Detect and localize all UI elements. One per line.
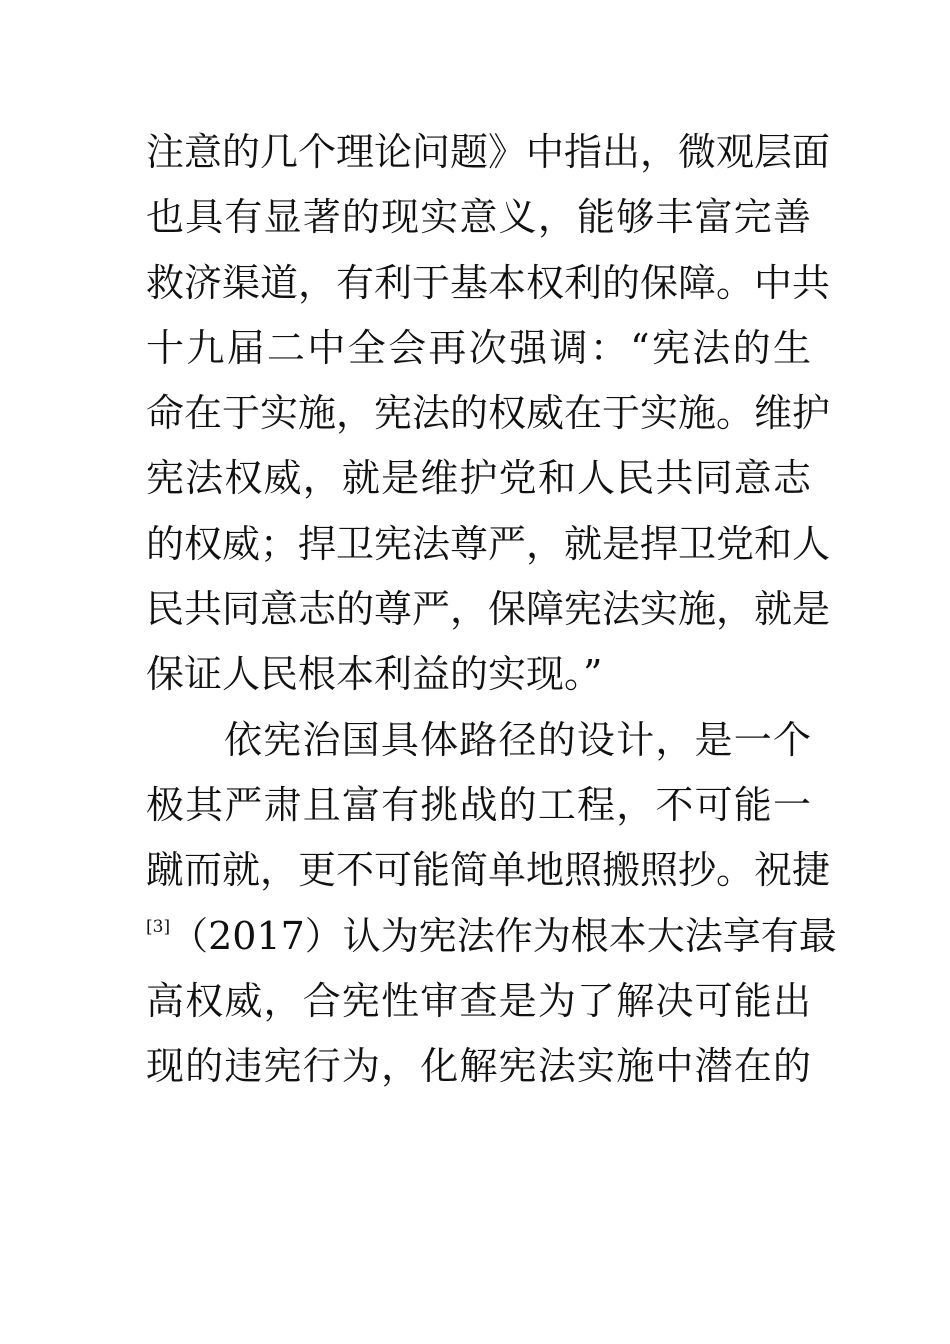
citation-line-text: （2017）认为宪法作为根本大法享有最 [170,913,837,958]
text-line: 也具有显著的现实意义，能够丰富完善 [146,195,811,240]
text-line: 命在于实施，宪法的权威在于实施。维护 [146,391,831,436]
body-text [146,120,837,1099]
text-line: 高权威，合宪性审查是为了解决可能出 [146,978,811,1023]
text-line: 民共同意志的尊严，保障宪法实施，就是 [146,587,831,632]
paragraph-2 [146,708,837,1100]
text-line: 十九届二中全会再次强调：“宪法的生 [146,325,811,370]
text-line: 救济渠道，有利于基本权利的保障。中共 [146,260,831,305]
text-line: 的权威；捍卫宪法尊严，就是捍卫党和人 [146,521,831,566]
paragraph-1 [146,120,831,708]
text-line: 保证人民根本利益的实现。” [146,652,603,697]
text-line: 依宪治国具体路径的设计，是一个 [224,717,811,762]
citation-line [146,904,837,969]
text-line: 宪法权威，就是维护党和人民共同意志 [146,456,811,501]
citation-marker: [3] [146,916,171,937]
text-line: 蹴而就，更不可能简单地照搬照抄。祝捷 [146,848,831,893]
text-line: 现的违宪行为，化解宪法实施中潜在的 [146,1044,811,1089]
text-line: 注意的几个理论问题》中指出，微观层面 [146,130,831,174]
text-line: 极其严肃且富有挑战的工程，不可能一 [146,782,811,827]
